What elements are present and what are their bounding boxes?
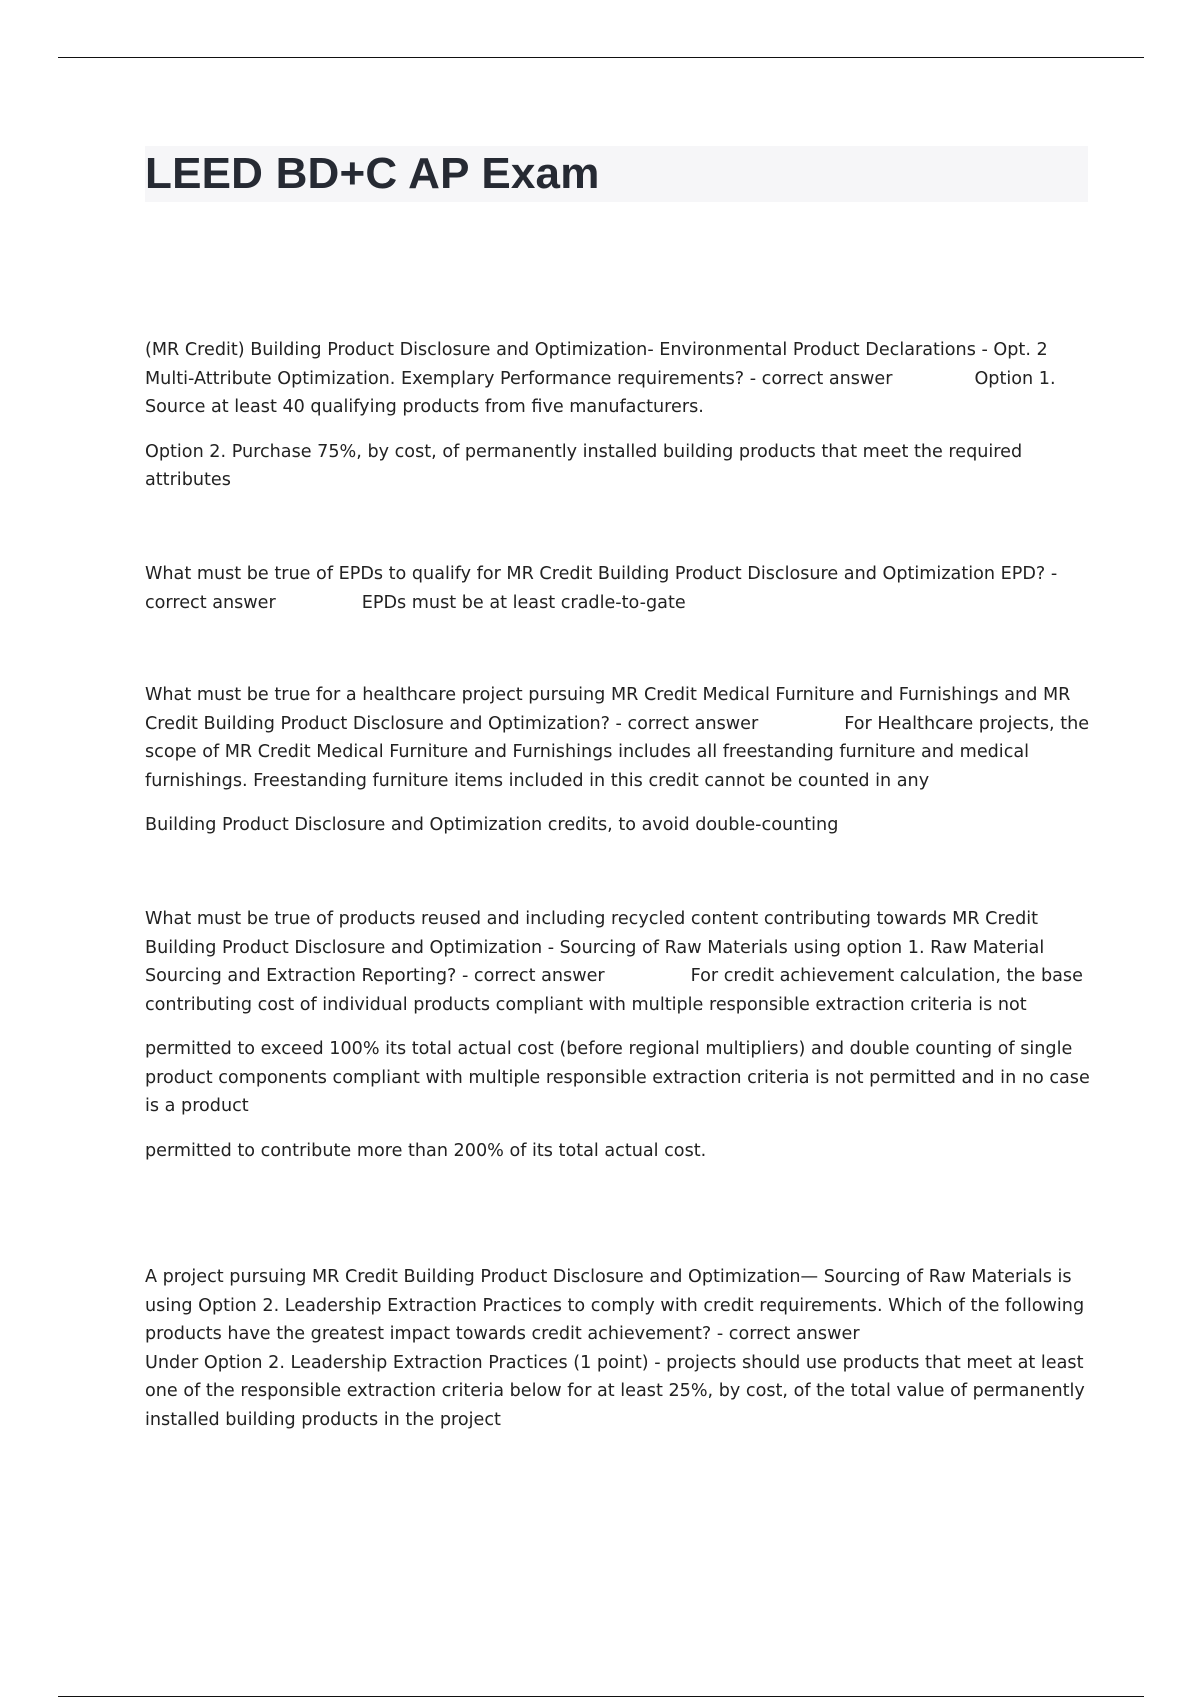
qa-item: [145, 905, 1090, 1165]
answer-text: Option 1. Source at least 40 qualifying products from five manufacturers.: [145, 368, 1056, 417]
answer-text: permitted to contribute more than 200% of its total actual cost.: [145, 1140, 707, 1161]
question-text: What must be true of products reused and including recycled content contributing towards MR Credit Building Product Disclosure and Optimization - Sourcing of Raw Materials using option 1. Raw Material Sourcing and Extraction Reporting? - correct answer: [145, 909, 1045, 986]
top-rule: [58, 57, 1144, 58]
question-text: What must be true of EPDs to qualify for MR Credit Building Product Disclosure and Optimization EPD? - correct answer: [145, 564, 1058, 613]
qa-item: [145, 336, 1090, 495]
qa-item: [145, 560, 1090, 617]
question-text: What must be true for a healthcare project pursuing MR Credit Medical Furniture and Furnishings and MR Credit Building Product Disclosure and Optimization? - correct answer: [145, 685, 1071, 734]
qa-item: [145, 1263, 1090, 1434]
qa-item: [145, 681, 1090, 840]
answer-text: Under Option 2. Leadership Extraction Practices (1 point) - projects should use products that meet at least one of the responsible extraction criteria below for at least 25%, by cost, of the total value of permanently installed building products in the project: [145, 1352, 1085, 1430]
qa-paragraph: [145, 336, 1090, 422]
answer-text: permitted to exceed 100% its total actual cost (before regional multipliers) and double counting of single product components compliant with multiple responsible extraction criteria is not permitted and in no case is a product: [145, 1039, 1090, 1116]
qa-paragraph: [145, 560, 1090, 617]
qa-paragraph: [145, 905, 1090, 1019]
answer-text: EPDs must be at least cradle-to-gate: [361, 592, 686, 613]
question-text: A project pursuing MR Credit Building Product Disclosure and Optimization— Sourcing of Raw Materials is using Option 2. Leadership Extraction Practices to comply with credit requirements. Which of the following products have the greatest impact towards credit achievement? - correct answer: [145, 1267, 1085, 1344]
answer-text: For credit achievement calculation, the base contributing cost of individual products compliant with multiple responsible extraction criteria is not: [145, 966, 1083, 1015]
bottom-rule: [58, 1696, 1144, 1697]
question-text: (MR Credit) Building Product Disclosure and Optimization- Environmental Product Declarations - Opt. 2 Multi-Attribute Optimization. Exemplary Performance requirements? - correct answer: [145, 340, 1048, 389]
answer-text: For Healthcare projects, the scope of MR Credit Medical Furniture and Furnishings includes all freestanding furniture and medical furnishings. Freestanding furniture items included in this credit cannot be counted in any: [145, 713, 1090, 791]
answer-text: Option 2. Purchase 75%, by cost, of permanently installed building products that meet the required attributes: [145, 441, 1023, 490]
qa-paragraph: [145, 681, 1090, 795]
answer-text: Building Product Disclosure and Optimization credits, to avoid double-counting: [145, 815, 839, 835]
document-title: LEED BD+C AP Exam: [145, 149, 600, 198]
